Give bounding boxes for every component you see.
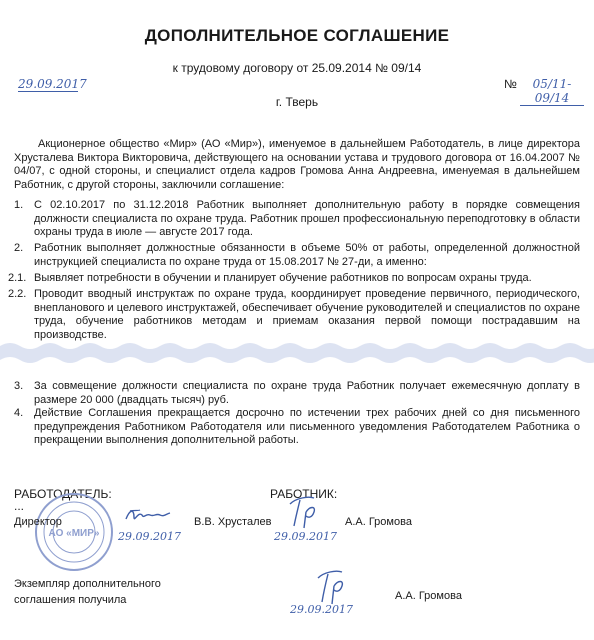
clause-2-2 <box>8 288 580 342</box>
employer-signature <box>124 505 172 527</box>
document-date: 29.09.2017 <box>18 77 87 91</box>
document-subtitle: к трудовому договору от 25.09.2014 № 09/14 <box>172 61 422 75</box>
employee-label: РАБОТНИК: <box>270 487 338 501</box>
clause-number: 4. <box>14 407 24 419</box>
copy-received-label <box>14 576 161 608</box>
clause-number: 2.1. <box>8 272 27 284</box>
page-break-wave <box>0 338 594 368</box>
clause-3 <box>14 380 580 407</box>
clause-text: Проводит вводный инструктаж по охране труда, координирует проведение первичного, периодического, внепланового и целевого инструктажей, обеспечивает обучение руководителей и специалистов по охране труда, обучение работников методам и приемам оказания первой помощи пострадавшим на производстве. <box>34 288 580 341</box>
employer-label: РАБОТОДАТЕЛЬ: <box>14 487 112 501</box>
employer-name: В.В. Хрусталев <box>194 516 272 528</box>
document-title: ДОПОЛНИТЕЛЬНОЕ СОГЛАШЕНИЕ <box>144 26 450 45</box>
intro-paragraph: Акционерное общество «Мир» (АО «Мир»), именуемое в дальнейшем Работодатель, в лице директора Хрусталева Виктора Викторовича, действующего на основании устава и трудового договора от 16.04.2007 № 04/07, с одной стороны, и специалист отдела кадров Громова Анна Андреевна, именуемая в дальнейшем Работник, с другой стороны, заключили соглашение: <box>14 138 580 191</box>
copy-label-line1: Экземпляр дополнительного <box>14 578 161 590</box>
copy-signature <box>312 568 354 606</box>
clause-number: 2.2. <box>8 288 27 300</box>
clause-number: 3. <box>14 380 24 392</box>
copy-recipient-name: А.А. Громова <box>395 590 462 602</box>
clause-text: Выявляет потребности в обучении и планирует обучение работников по вопросам охраны труда. <box>34 272 532 284</box>
clause-number: 1. <box>14 199 24 211</box>
number-label: № <box>504 77 517 91</box>
stamp-text: АО «МИР» <box>48 528 100 539</box>
employee-name: А.А. Громова <box>345 516 412 528</box>
copy-label-line2: соглашения получила <box>14 594 127 606</box>
company-stamp <box>34 492 114 572</box>
clause-2-1 <box>8 272 580 286</box>
clause-2 <box>14 242 580 269</box>
clause-text: Действие Соглашения прекращается досрочно по истечении трех рабочих дней со дня письменного предупреждения Работником Работодателя или письменного уведомления Работодателем Работника о прекращении выполнения дополнительной работы. <box>34 407 580 447</box>
document-number: 05/11-09/14 <box>520 77 584 106</box>
clause-text: С 02.10.2017 по 31.12.2018 Работник выполняет дополнительную работу в порядке совмещения должности специалиста по охране труда. Работник прошел профессиональную переподготовку в области охраны труда в июле — августе 2017 года. <box>34 199 580 239</box>
employee-signature <box>284 494 326 530</box>
employer-signature-date: 29.09.2017 <box>118 530 181 543</box>
employee-signature-date: 29.09.2017 <box>274 530 337 543</box>
clause-4 <box>14 407 580 448</box>
copy-date: 29.09.2017 <box>290 603 353 616</box>
clause-text: Работник выполняет должностные обязанности в объеме 50% от работы, определенной должностной инструкцией специалиста по охране труда от 15.08.2017 № 27-ди, а именно: <box>34 242 580 268</box>
director-label: Директор <box>14 516 62 528</box>
clause-text: За совмещение должности специалиста по охране труда Работник получает ежемесячную доплату в размере 20 000 (двадцать тысяч) руб. <box>34 380 580 406</box>
clause-number: 2. <box>14 242 24 254</box>
document-city: г. Тверь <box>275 95 319 109</box>
employer-dots: ... <box>14 499 25 513</box>
clause-1 <box>14 199 580 240</box>
